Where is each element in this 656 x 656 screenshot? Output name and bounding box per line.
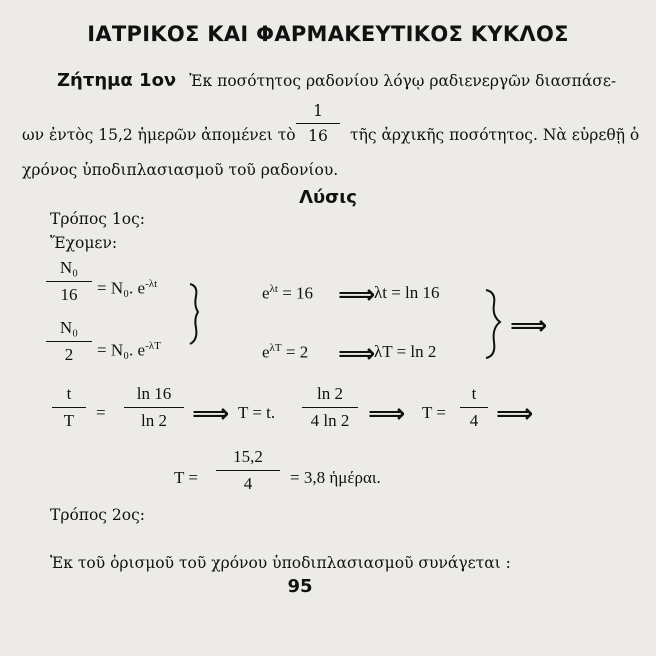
fraction-denominator: 16 bbox=[308, 127, 328, 145]
eq1-denominator: 16 bbox=[60, 285, 78, 304]
right-curly-brace bbox=[480, 288, 506, 360]
eq1-fraction bbox=[46, 258, 92, 305]
eq3-left bbox=[262, 283, 313, 304]
result-fraction bbox=[216, 447, 280, 494]
eq4-result: λT = ln 2 bbox=[374, 342, 437, 361]
eq3-exponent: λt bbox=[269, 283, 278, 295]
eq3-result: λt = ln 16 bbox=[374, 283, 440, 302]
page-heading: ΙΑΤΡΙΚΟΣ ΚΑΙ ΦΑΡΜΑΚΕΥΤΙΚΟΣ ΚΥΚΛΟΣ bbox=[87, 22, 569, 46]
problem-fraction bbox=[296, 102, 340, 145]
ratio-four: 4 bbox=[469, 411, 479, 430]
ratio-ln16-over-ln2 bbox=[124, 384, 184, 431]
implies-arrow: ⟹ bbox=[496, 399, 534, 429]
eq2-fraction bbox=[46, 318, 92, 365]
ratio-ln16: ln 16 bbox=[136, 384, 172, 403]
eq2-denominator: 2 bbox=[64, 345, 74, 364]
eq1-numerator: N₀ bbox=[59, 258, 79, 277]
ratio-ln2b: ln 2 bbox=[317, 384, 343, 403]
ratio-ln2-over-4ln2 bbox=[302, 384, 358, 431]
result-numerator: 15,2 bbox=[233, 447, 263, 466]
eq4-left bbox=[262, 342, 308, 363]
result-denominator: 4 bbox=[243, 474, 253, 493]
eq1-exponent: -λt bbox=[145, 278, 158, 290]
ratio-T-equals-t: T = t. bbox=[238, 403, 276, 422]
left-curly-brace bbox=[186, 282, 210, 348]
ratio-t-over-T bbox=[52, 384, 86, 431]
result-bar bbox=[216, 470, 280, 471]
problem-title: Ζήτημα 1ον bbox=[57, 70, 177, 91]
eq4-base: e bbox=[262, 342, 270, 362]
implies-arrow: ⟹ bbox=[368, 399, 406, 429]
method-2-label: Τρόπος 2ος: bbox=[50, 506, 146, 524]
eq2-numerator: N₀ bbox=[59, 318, 79, 337]
solution-title: Λύσις bbox=[299, 187, 357, 208]
eq4-exponent: λT bbox=[269, 342, 282, 354]
ratio-bar bbox=[460, 407, 488, 408]
eq1-bar bbox=[46, 281, 92, 282]
ratio-t: t bbox=[66, 384, 72, 403]
eq4-value: = 2 bbox=[285, 342, 309, 362]
problem-text-2a: ων ἐντὸς 15,2 ἡμερῶν ἀπομένει τὸ bbox=[22, 126, 296, 144]
eq1-rhs bbox=[97, 278, 157, 299]
result-value: = 3,8 ἡμέραι. bbox=[290, 468, 381, 487]
definition-line: Ἐκ τοῦ ὁρισμοῦ τοῦ χρόνου ὑποδιπλασιασμοῦ συνάγεται : bbox=[50, 554, 511, 572]
page-number: 95 bbox=[287, 576, 313, 597]
eq2-rhs bbox=[97, 340, 161, 361]
ratio-bar bbox=[124, 407, 184, 408]
implies-arrow: ⟹ bbox=[338, 339, 376, 369]
ratio-T-equals: T = bbox=[422, 403, 446, 422]
we-have-label: Ἔχομεν: bbox=[50, 234, 118, 252]
ratio-4ln2: 4 ln 2 bbox=[310, 411, 350, 430]
method-1-label: Τρόπος 1ος: bbox=[50, 210, 146, 228]
implies-arrow: ⟹ bbox=[338, 280, 376, 310]
fraction-numerator: 1 bbox=[313, 102, 323, 120]
ratio-ln2: ln 2 bbox=[141, 411, 167, 430]
eq3-value: = 16 bbox=[282, 283, 314, 303]
ratio-t-over-4 bbox=[460, 384, 488, 431]
fraction-bar bbox=[296, 123, 340, 124]
eq2-bar bbox=[46, 341, 92, 342]
eq2-exponent: -λT bbox=[145, 340, 161, 352]
problem-text-3: χρόνος ὑποδιπλασιασμοῦ τοῦ ραδονίου. bbox=[22, 161, 339, 179]
problem-text-1: Ἐκ ποσότητος ραδονίου λόγῳ ραδιενεργῶν διασπάσε- bbox=[189, 72, 617, 90]
eq2-rhs-text: = N₀. e bbox=[97, 340, 146, 360]
implies-arrow: ⟹ bbox=[192, 399, 230, 429]
eq1-rhs-text: = N₀. e bbox=[97, 278, 146, 298]
implies-arrow: ⟹ bbox=[510, 311, 548, 341]
ratio-T: T bbox=[63, 411, 75, 430]
ratio-t2: t bbox=[471, 384, 477, 403]
ratio-equals: = bbox=[96, 403, 106, 422]
problem-line-1 bbox=[57, 70, 616, 91]
ratio-bar bbox=[302, 407, 358, 408]
ratio-bar bbox=[52, 407, 86, 408]
result-T-equals: T = bbox=[174, 468, 198, 487]
problem-text-2b: τῆς ἀρχικῆς ποσότητος. Νὰ εὑρεθῇ ὁ bbox=[350, 126, 640, 144]
eq3-base: e bbox=[262, 283, 270, 303]
